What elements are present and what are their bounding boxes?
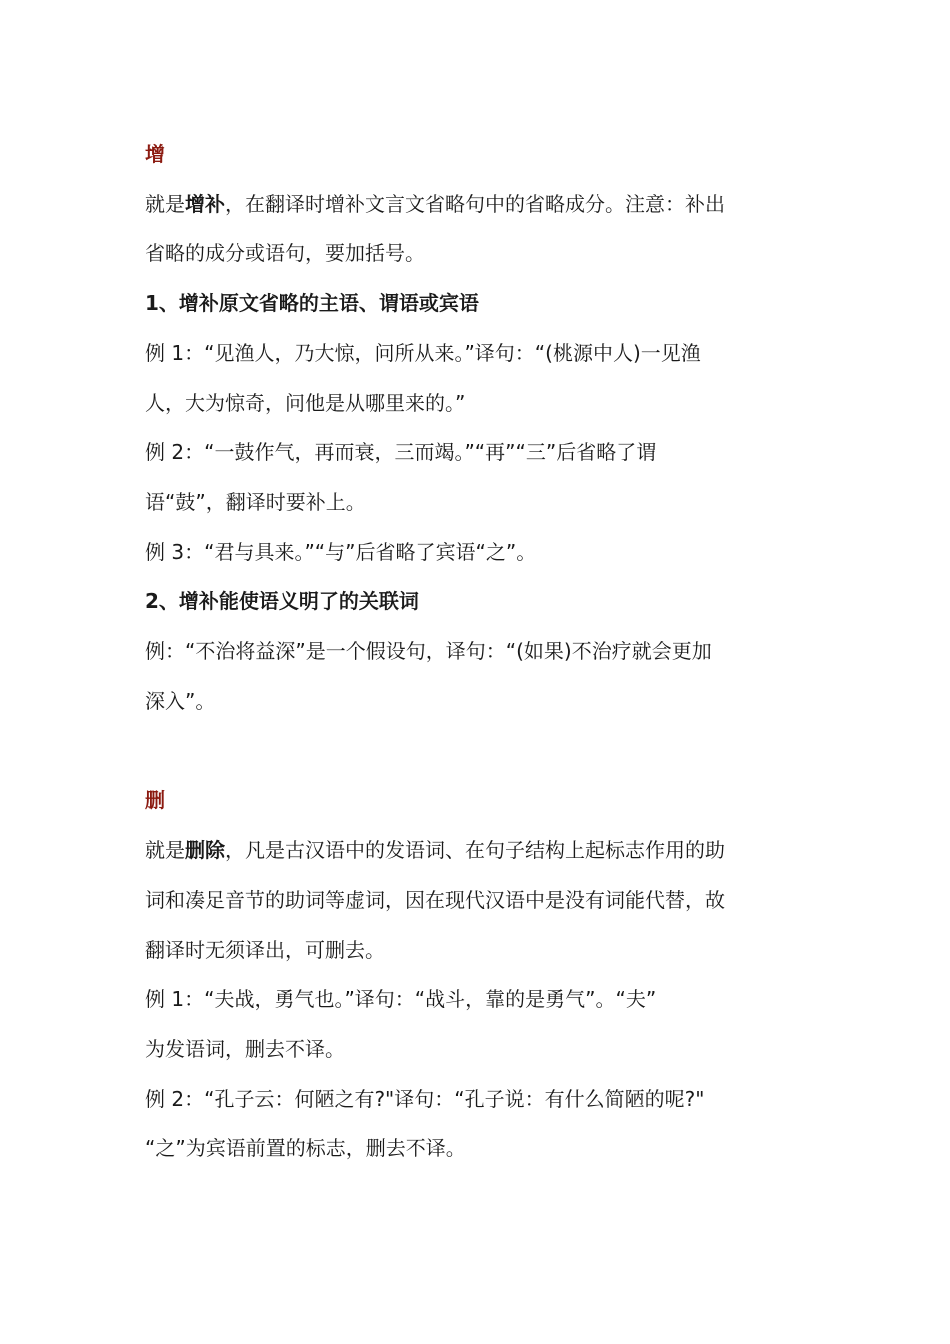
- intro-text: ，在翻译时增补文言文省略句中的省略成分。注意：补出: [225, 191, 725, 216]
- section-spacer: [145, 726, 815, 776]
- example-line: 例 1：“见渔人，乃大惊，问所从来。”译句：“(桃源中人)一见渔: [145, 340, 701, 365]
- intro-keyword: 删除: [185, 838, 225, 863]
- example-line: “之”为宾语前置的标志，删去不译。: [145, 1136, 466, 1161]
- section-intro-line: [145, 826, 815, 876]
- section-intro-line: 翻译时无须译出，可删去。: [145, 937, 385, 962]
- example-line: 深入”。: [145, 688, 216, 713]
- subheading-1: 1、增补原文省略的主语、谓语或宾语: [145, 291, 479, 316]
- example-line: 例 3：“君与具来。”“与”后省略了宾语“之”。: [145, 539, 537, 564]
- document-body: [145, 130, 815, 1174]
- example-line: 例 1：“夫战，勇气也。”译句：“战斗，靠的是勇气”。“夫”: [145, 987, 657, 1012]
- intro-text: ，凡是古汉语中的发语词、在句子结构上起标志作用的助: [225, 838, 725, 863]
- subheading-2: 2、增补能使语义明了的关联词: [145, 589, 419, 614]
- intro-text: 就是: [145, 838, 185, 863]
- section-intro-line: 词和凑足音节的助词等虚词，因在现代汉语中是没有词能代替，故: [145, 887, 725, 912]
- section-intro-line: [145, 180, 815, 230]
- section-title-add: 增: [145, 142, 165, 166]
- example-line: 语“鼓”，翻译时要补上。: [145, 489, 366, 514]
- example-line: 人，大为惊奇，问他是从哪里来的。”: [145, 390, 466, 415]
- section-intro-line: 省略的成分或语句，要加括号。: [145, 241, 425, 266]
- section-title-delete: 删: [145, 788, 165, 813]
- example-line: 例 2：“孔子云：何陋之有?"译句：“孔子说：有什么简陋的呢?": [145, 1086, 705, 1111]
- example-line: 例：“不治将益深”是一个假设句，译句：“(如果)不治疗就会更加: [145, 639, 712, 664]
- example-line: 例 2：“一鼓作气，再而衰，三而竭。”“再”“三”后省略了谓: [145, 440, 657, 465]
- intro-keyword: 增补: [185, 191, 225, 216]
- intro-text: 就是: [145, 191, 185, 216]
- example-line: 为发语词，删去不译。: [145, 1036, 345, 1061]
